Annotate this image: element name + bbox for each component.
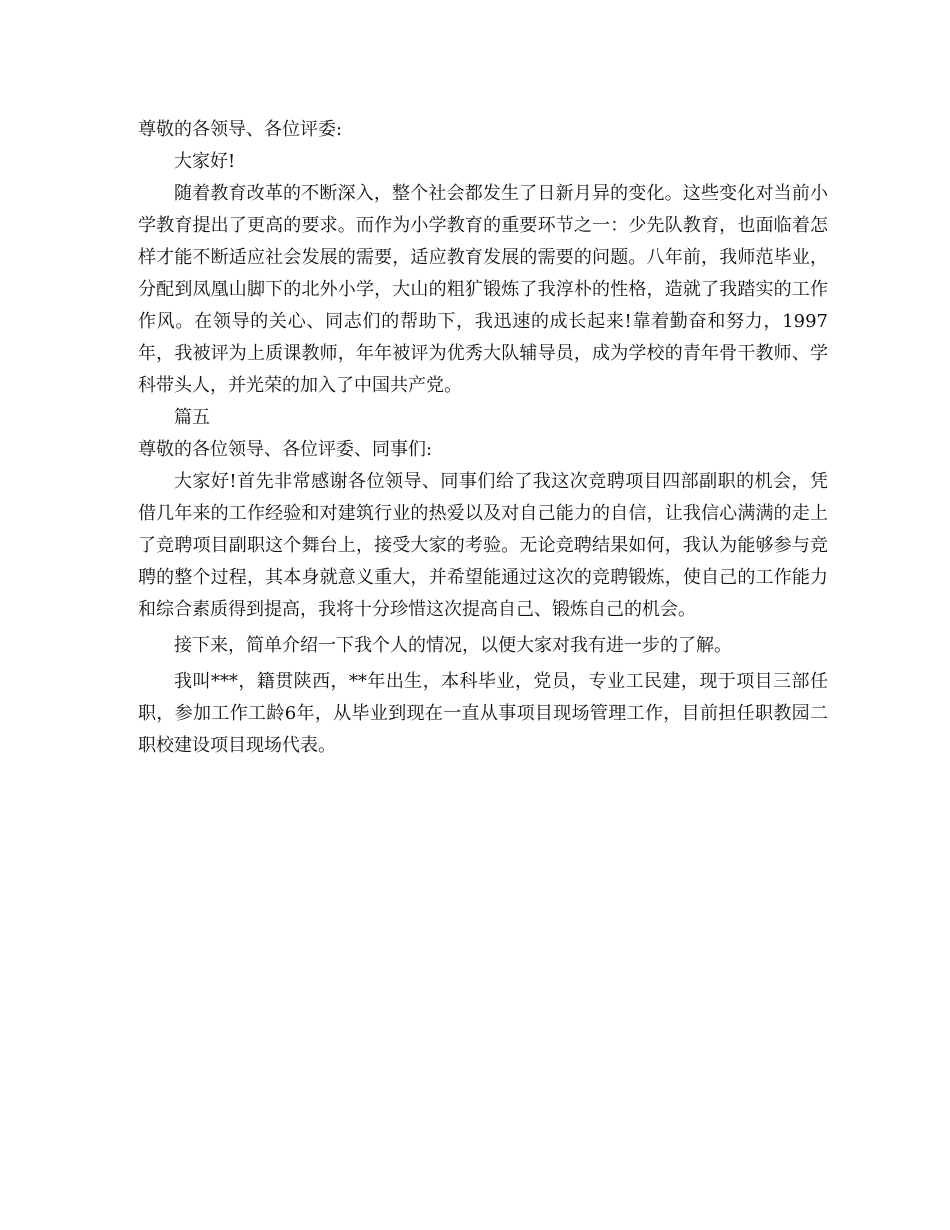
body-paragraph-3: 接下来，简单介绍一下我个人的情况，以便大家对我有进一步的了解。 <box>174 635 732 656</box>
body-paragraph-4: 我叫***，籍贯陕西，**年出生，本科毕业，党员，专业工民建，现于项目三部任职，参加工作工龄6年，从毕业到现在一直从事项目现场管理工作，目前担任职教园二职校建设项目现场代表。 <box>138 671 828 756</box>
body-paragraph-1: 随着教育改革的不断深入，整个社会都发生了日新月异的变化。这些变化对当前小学教育提出了更高的要求。而作为小学教育的重要环节之一：少先队教育，也面临着怎样才能不断适应社会发展的需要，适应教育发展的需要的问题。八年前，我师范毕业，分配到凤凰山脚下的北外小学，大山的粗犷锻炼了我淳朴的性格，造就了我踏实的工作作风。在领导的关心、同志们的帮助下，我迅速的成长起来!靠着勤奋和努力，1997年，我被评为上质课教师，年年被评为优秀大队辅导员，成为学校的青年骨干教师、学科带头人，并光荣的加入了中国共产党。 <box>138 183 828 396</box>
salutation-2: 尊敬的各位领导、各位评委、同事们: <box>138 439 433 460</box>
document-body <box>138 114 828 762</box>
greeting-1: 大家好! <box>174 151 236 172</box>
salutation-1: 尊敬的各领导、各位评委: <box>138 119 343 140</box>
section-heading: 篇五 <box>174 407 210 428</box>
body-paragraph-2: 大家好!首先非常感谢各位领导、同事们给了我这次竞聘项目四部副职的机会，凭借几年来的工作经验和对建筑行业的热爱以及对自己能力的自信，让我信心满满的走上了竞聘项目副职这个舞台上，接受大家的考验。无论竞聘结果如何，我认为能够参与竞聘的整个过程，其本身就意义重大，并希望能通过这次的竞聘锻炼，使自己的工作能力和综合素质得到提高，我将十分珍惜这次提高自己、锻炼自己的机会。 <box>138 471 828 620</box>
